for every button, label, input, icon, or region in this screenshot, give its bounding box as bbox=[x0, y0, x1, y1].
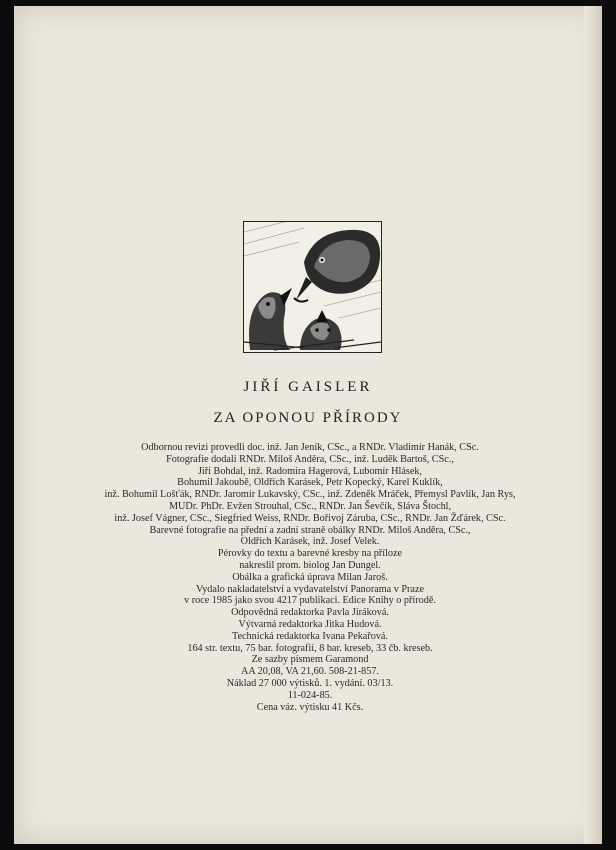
colophon-line: Oldřich Karásek, inž. Josef Velek. bbox=[240, 536, 380, 548]
colophon-line: Výtvarná redaktorka Jitka Hudová. bbox=[238, 618, 382, 630]
colophon-line: inž. Bohumil Lošťák, RNDr. Jaromír Lukavský, CSc., inž. Zdeněk Mráček, Přemysl Pavlík, Jan Rys, bbox=[104, 489, 516, 501]
book-title: ZA OPONOU PŘÍRODY bbox=[213, 410, 403, 426]
colophon-line: Ze sazby písmem Garamond bbox=[251, 654, 369, 666]
colophon-line: v roce 1985 jako svou 4217 publikaci. Edice Knihy o přírodě. bbox=[184, 595, 436, 607]
colophon-line: Barevné fotografie na přední a zadní straně obálky RNDr. Miloš Anděra, CSc., bbox=[149, 524, 471, 536]
colophon-line: AA 20,08, VA 21,60. 508-21-857. bbox=[240, 666, 379, 678]
colophon-line: nakreslil prom. biolog Jan Dungel. bbox=[239, 559, 381, 571]
colophon-line: 164 str. textu, 75 bar. fotografií, 8 bar. kreseb, 33 čb. kreseb. bbox=[187, 642, 433, 654]
colophon bbox=[74, 442, 546, 713]
colophon-line: Cena váz. výtisku 41 Kčs. bbox=[256, 701, 364, 713]
colophon-line: Odbornou revizi provedli doc. inž. Jan Jeník, CSc., a RNDr. Vladimír Hanák, CSc. bbox=[141, 442, 479, 453]
colophon-line: Jiří Bohdal, inž. Radomíra Hagerová, Lubomír Hlásek, bbox=[197, 465, 423, 477]
colophon-line: Obálka a grafická úprava Milan Jaroš. bbox=[232, 571, 388, 583]
colophon-line: Bohumil Jakoubě, Oldřich Karásek, Petr Kopecký, Karel Kuklík, bbox=[177, 477, 443, 489]
colophon-line: Vydalo nakladatelství a vydavatelství Panorama v Praze bbox=[195, 583, 424, 595]
colophon-line: Pérovky do textu a barevné kresby na příloze bbox=[217, 548, 403, 560]
colophon-line: inž. Josef Vágner, CSc., Siegfried Weiss, RNDr. Bořivoj Záruba, CSc., RNDr. Jan Žďárek, CSc. bbox=[114, 512, 506, 524]
colophon-line: Technická redaktorka Ivana Pekařová. bbox=[232, 630, 388, 642]
colophon-line: Náklad 27 000 výtisků. 1. vydání. 03/13. bbox=[226, 677, 394, 689]
colophon-line: 11-024-85. bbox=[287, 689, 333, 701]
colophon-line: MUDr. PhDr. Evžen Strouhal, CSc., RNDr. Jan Ševčík, Sláva Štochl, bbox=[168, 500, 452, 512]
bird-feeding-chicks-icon bbox=[243, 221, 382, 353]
colophon-line: Fotografie dodali RNDr. Miloš Anděra, CSc., inž. Luděk Bartoš, CSc., bbox=[166, 453, 454, 465]
book-page bbox=[14, 6, 602, 844]
colophon-line: Odpovědná redaktorka Pavla Jiráková. bbox=[231, 607, 389, 619]
author-name: JIŘÍ GAISLER bbox=[243, 379, 373, 395]
